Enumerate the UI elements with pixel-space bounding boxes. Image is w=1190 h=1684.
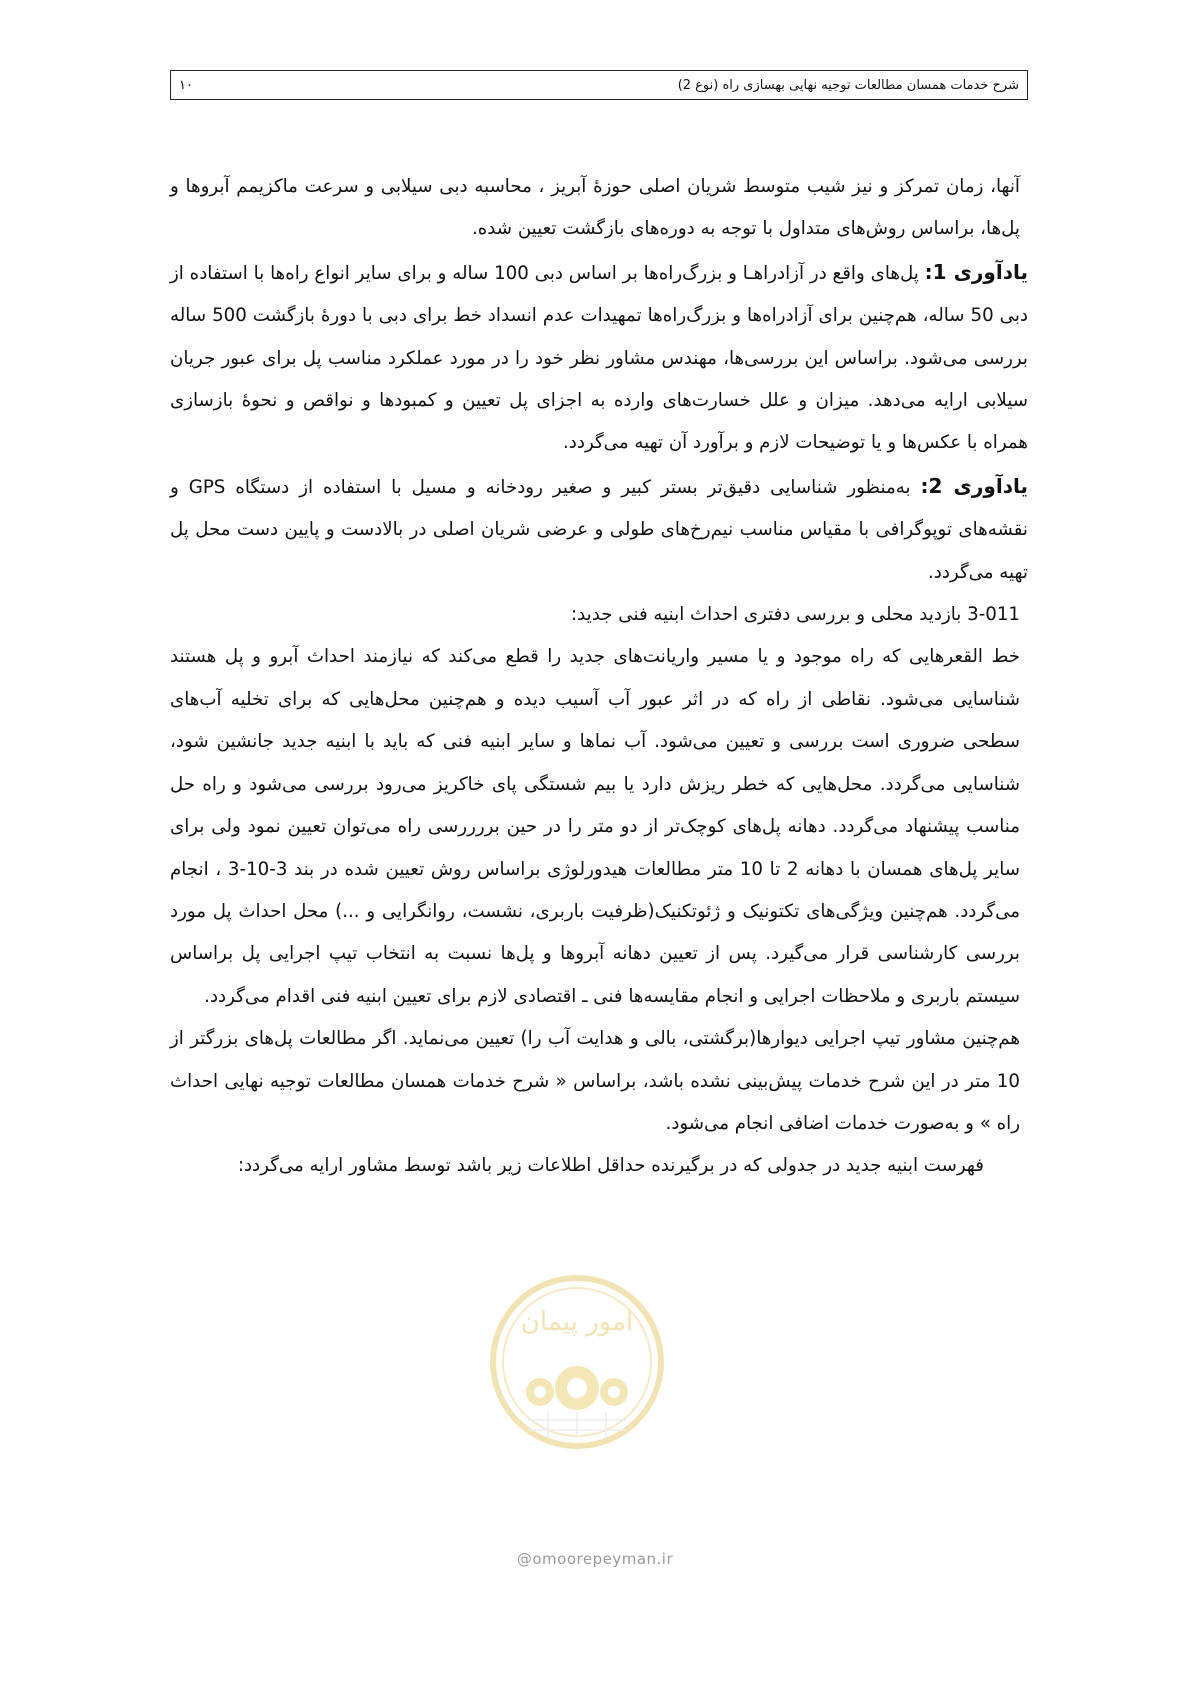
watermark-logo-icon — [488, 1270, 666, 1460]
paragraph-4: فهرست ابنیه جدید در جدولی که در برگیرنده حداقل اطلاعات زیر باشد توسط مشاور ارایه می‌گردد: — [237, 1155, 984, 1177]
section-heading: 3-011 بازدید محلی و بررسی دفتری احداث ابنیه فنی جدید: — [571, 604, 1020, 626]
paragraph-1: آنها، زمان تمرکز و نیز شیب متوسط شریان اصلی حوزۀ آبریز ، محاسبه دبی سیلابی و سرعت ماکزیمم آبروها و پل‌ها، براساس روش‌های متداول با توجه به دوره‌های بازگشت تعیین شده. — [170, 176, 1020, 240]
note-1-text: پل‌های واقع در آزادراهـا و بزرگ‌راه‌ها بر اساس دبی 100 ساله و برای سایر انواع راه‌ها با استفاده از دبی 50 ساله، هم‌چنین برای آزادراه‌ها و بزرگ‌راه‌ها تمهیدات عدم انسداد خط برای دبی با دورۀ بازگشت 500 ساله بررسی می‌شود. براساس این بررسی‌ها، مهندس مشاور نظر خود را در مورد عملکرد مناسب پل برای عبور جریان سیلابی ارایه می‌دهد. میزان و علل خسارت‌های وارده به اجزای پل تعیین و کمبودها و نواقص و نحوۀ بازسازی همراه با عکس‌ها و یا توضیحات لازم و برآورد آن تهیه می‌گردد. — [170, 262, 1028, 454]
paragraph-3: هم‌چنین مشاور تیپ اجرایی دیوارها(برگشتی، بالی و هدایت آب را) تعیین می‌نماید. اگر مطالعات پل‌های بزرگتر از 10 متر در این شرح خدمات پیش‌بینی نشده باشد، براساس « شرح خدمات همسان مطالعات توجیه نهایی احداث راه » و به‌صورت خدمات اضافی انجام می‌شود. — [170, 1028, 1020, 1134]
watermark-logo-text: امور پیمان — [520, 1307, 634, 1337]
header-title: شرح خدمات همسان مطالعات توجیه نهایی بهسازی راه (نوع 2) — [677, 77, 1019, 93]
body-content — [170, 166, 1028, 1188]
page-header — [170, 70, 1028, 100]
note-2-label: یادآوری 2: — [920, 473, 1028, 498]
note-2 — [170, 465, 1028, 594]
note-1 — [170, 251, 1028, 465]
page-number: ۱۰ — [179, 77, 193, 93]
note-2-text: به‌منظور شناسایی دقیق‌تر بستر کبیر و صغیر رودخانه و مسیل با استفاده از دستگاه GPS و نقشه‌های توپوگرافی با مقیاس مناسب نیم‌رخ‌های طولی و عرضی شریان اصلی در بالادست و پایین دست محل پل تهیه می‌گردد. — [170, 476, 1028, 583]
paragraph-2: خط القعرهایی که راه موجود و یا مسیر واریانت‌های جدید را قطع می‌کند که نیازمند احداث آبرو و پل هستند شناسایی می‌شود. نقاطی از راه که در اثر عبور آب آسیب دیده و هم‌چنین محل‌هایی که برای تخلیه آب‌های سطحی ضروری است بررسی و تعیین می‌شود. آب نماها و سایر ابنیه فنی که باید با ابنیه جدید جانشین شود، شناسایی می‌گردد. محل‌هایی که خطر ریزش دارد یا بیم شستگی پای خاکریز می‌رود بررسی می‌شود و راه حل مناسب پیشنهاد می‌گردد. دهانه پل‌های کوچک‌تر از دو متر را در حین بررررسی راه می‌توان تعیین نمود ولی برای سایر پل‌های همسان با دهانه 2 تا 10 متر مطالعات هیدورلوژی براساس روش تعیین شده در بند 3-10-3 ، انجام می‌گردد. هم‌چنین ویژگی‌های تکتونیک و ژئوتکنیک(ظرفیت باربری، نشست، روانگرایی و ...) محل احداث پل مورد بررسی کارشناسی قرار می‌گیرد. پس از تعیین دهانه آبروها و پل‌ها نسبت به انتخاب تیپ اجرایی پل براساس سیستم باربری و ملاحظات اجرایی و انجام مقایسه‌ها فنی ـ اقتصادی لازم برای تعیین ابنیه فنی اقدام می‌گردد. — [170, 646, 1020, 1007]
note-1-label: یادآوری 1: — [924, 259, 1028, 284]
watermark-url: @omoorepeyman.ir — [516, 1550, 674, 1568]
